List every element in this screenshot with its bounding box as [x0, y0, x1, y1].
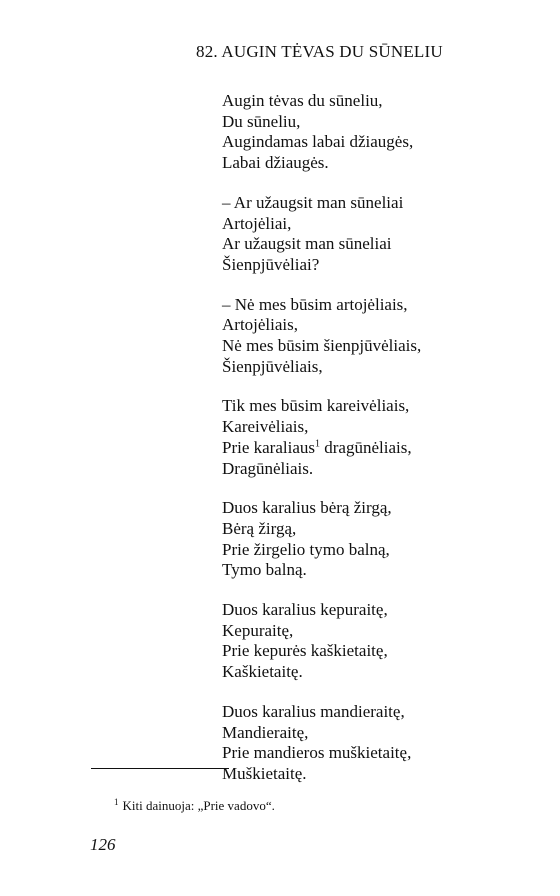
poem-line: Mandieraitę,: [222, 722, 309, 742]
poem-line: Artojėliais,: [222, 315, 299, 335]
footnote-divider: [91, 768, 229, 769]
poem-line-end: dragūnėliais,: [320, 437, 412, 457]
footnote-reference: 1: [315, 438, 320, 450]
stanza-6: [222, 600, 421, 683]
stanza-3: [222, 295, 421, 378]
poem-line: Tik mes būsim kareivėliais,: [222, 396, 410, 416]
page-number: 126: [90, 835, 116, 854]
poem-line: Augindamas labai džiaugės,: [222, 132, 414, 152]
stanza-5: [222, 498, 421, 581]
poem-line: Dragūnėliais.: [222, 458, 314, 478]
poem-line: Bėrą žirgą,: [222, 518, 297, 538]
poem-line-with-footnote: [222, 438, 421, 459]
stanza-2: [222, 193, 421, 276]
poem-line: Tymo balną.: [222, 560, 307, 580]
poem-line: Prie žirgelio tymo balną,: [222, 539, 390, 559]
poem-line: – Ar užaugsit man sūneliai: [222, 192, 404, 212]
poem-title: 82. AUGIN TĖVAS DU SŪNELIU: [196, 42, 443, 61]
poem-line: Duos karalius bėrą žirgą,: [222, 498, 392, 518]
poem-line: Kareivėliais,: [222, 417, 309, 437]
stanza-4: [222, 396, 421, 479]
footnote-text: Kiti dainuoja: „Prie vadovo“.: [122, 798, 275, 813]
poem-line: Kepuraitę,: [222, 620, 294, 640]
poem-body: [222, 91, 421, 804]
poem-line: Ar užaugsit man sūneliai: [222, 234, 392, 254]
poem-line: Kaškietaitę.: [222, 662, 303, 682]
poem-line: Duos karalius mandieraitę,: [222, 701, 405, 721]
poem-line: Prie kepurės kaškietaitę,: [222, 641, 388, 661]
poem-line: Šienpjūvėliai?: [222, 254, 320, 274]
poem-line: Muškietaitę.: [222, 763, 307, 783]
poem-line: Duos karalius kepuraitę,: [222, 600, 388, 620]
poem-line-start: Prie karaliaus: [222, 437, 315, 457]
poem-line: Šienpjūvėliais,: [222, 356, 323, 376]
stanza-7: [222, 702, 421, 785]
poem-line: Prie mandieros muškietaitę,: [222, 743, 412, 763]
poem-line: Nė mes būsim šienpjūvėliais,: [222, 336, 422, 356]
poem-line: Labai džiaugės.: [222, 153, 329, 173]
stanza-1: [222, 91, 421, 174]
footnote-mark: 1: [114, 796, 119, 807]
poem-line: – Nė mes būsim artojėliais,: [222, 294, 408, 314]
poem-line: Du sūneliu,: [222, 111, 301, 131]
poem-line: Artojėliai,: [222, 213, 292, 233]
poem-line: Augin tėvas du sūneliu,: [222, 91, 383, 110]
footnote: [114, 798, 275, 814]
